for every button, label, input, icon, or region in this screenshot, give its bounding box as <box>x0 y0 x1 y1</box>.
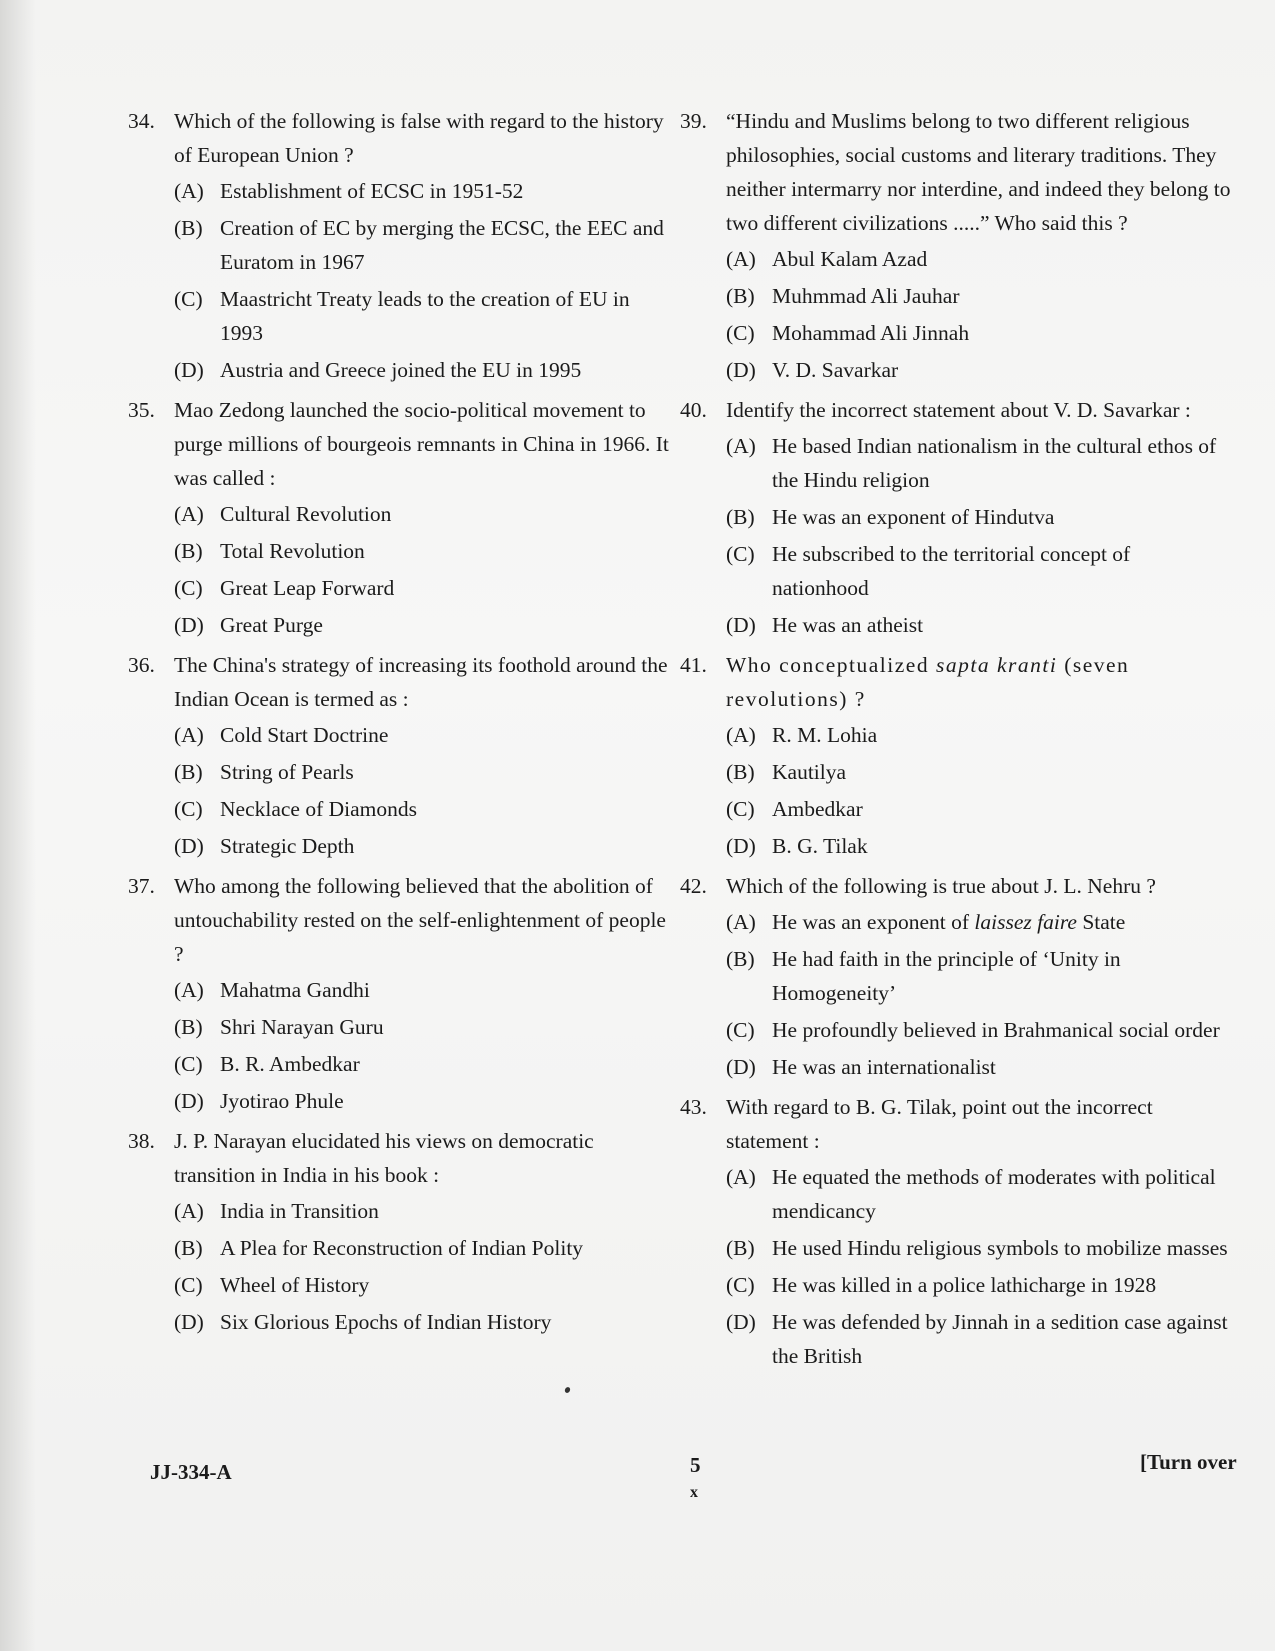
option-text: R. M. Lohia <box>772 723 878 747</box>
question-text-end: (seven revolutions) ? <box>726 653 1130 711</box>
option-label: (B) <box>726 284 755 308</box>
question-text: With regard to B. G. Tilak, point out the incorrect statement : <box>726 1095 1153 1153</box>
option-label: (D) <box>726 613 756 637</box>
option-a <box>174 973 676 1007</box>
option-text: B. G. Tilak <box>772 834 868 858</box>
option-text: He had faith in the principle of ‘Unity in Homogeneity’ <box>772 947 1121 1005</box>
option-label: (D) <box>174 1310 204 1334</box>
question-40 <box>680 393 1232 646</box>
option-text: He was defended by Jinnah in a sedition case against the British <box>772 1310 1228 1368</box>
question-number: 38. <box>128 1129 155 1153</box>
question-37 <box>128 869 676 1122</box>
options-list <box>174 973 676 1118</box>
option-d <box>174 608 676 642</box>
option-text-end: State <box>1076 910 1126 934</box>
question-number: 37. <box>128 874 155 898</box>
option-text: V. D. Savarkar <box>772 358 899 382</box>
question-text <box>726 648 1232 716</box>
question-body <box>726 648 1232 867</box>
option-c <box>174 792 676 826</box>
question-35 <box>128 393 676 646</box>
option-text-start: He was an exponent of <box>772 910 975 934</box>
question-text-italic: sapta kranti <box>935 653 1058 677</box>
question-body <box>174 648 676 867</box>
option-text: A Plea for Reconstruction of Indian Polity <box>220 1236 584 1260</box>
option-label: (C) <box>174 1273 203 1297</box>
option-c <box>174 1047 676 1081</box>
question-number: 34. <box>128 109 155 133</box>
option-a <box>174 718 676 752</box>
option-text: He was an exponent of Hindutva <box>772 505 1055 529</box>
options-list <box>174 1194 676 1339</box>
option-label: (C) <box>726 542 755 566</box>
option-text: India in Transition <box>220 1199 379 1223</box>
option-a <box>726 1160 1232 1228</box>
option-a <box>726 429 1232 497</box>
option-text: He equated the methods of moderates with political mendicancy <box>772 1165 1216 1223</box>
option-label: (A) <box>726 910 756 934</box>
option-label: (A) <box>726 723 756 747</box>
question-39 <box>680 104 1232 391</box>
option-label: (C) <box>726 321 755 345</box>
option-text: Cultural Revolution <box>220 502 392 526</box>
option-label: (D) <box>726 1310 756 1334</box>
option-text: Six Glorious Epochs of Indian History <box>220 1310 552 1334</box>
option-label: (A) <box>174 502 204 526</box>
option-d <box>726 608 1232 642</box>
option-text: Establishment of ECSC in 1951-52 <box>220 179 524 203</box>
option-d <box>726 829 1232 863</box>
option-a <box>174 1194 676 1228</box>
question-text: Who among the following believed that the abolition of untouchability rested on the self-enlightenment of people ? <box>174 874 666 966</box>
page-mark: x <box>690 1484 698 1501</box>
question-text: Identify the incorrect statement about V. D. Savarkar : <box>726 398 1191 422</box>
options-list <box>726 1160 1232 1373</box>
option-text: Total Revolution <box>220 539 365 563</box>
option-label: (C) <box>174 287 203 311</box>
options-list <box>174 497 676 642</box>
page-number: 5 <box>690 1453 701 1477</box>
question-text: Which of the following is false with regard to the history of European Union ? <box>174 109 664 167</box>
option-text: Mahatma Gandhi <box>220 978 370 1002</box>
option-c <box>726 792 1232 826</box>
option-b <box>726 942 1232 1010</box>
question-number: 40. <box>680 398 707 422</box>
question-number: 43. <box>680 1095 707 1119</box>
question-text: Mao Zedong launched the socio-political movement to purge millions of bourgeois remnants in China in 1966. It was called : <box>174 398 669 490</box>
option-c <box>174 1268 676 1302</box>
question-number: 42. <box>680 874 707 898</box>
question-body <box>726 104 1232 391</box>
option-label: (B) <box>174 1236 203 1260</box>
question-text: J. P. Narayan elucidated his views on democratic transition in India in his book : <box>174 1129 594 1187</box>
option-label: (D) <box>174 358 204 382</box>
option-b <box>726 500 1232 534</box>
option-text: Jyotirao Phule <box>220 1089 344 1113</box>
option-text: Necklace of Diamonds <box>220 797 418 821</box>
option-text: Ambedkar <box>772 797 863 821</box>
option-label: (C) <box>174 1052 203 1076</box>
option-label: (C) <box>174 576 203 600</box>
question-body <box>726 1090 1232 1377</box>
question-text-start: Who conceptualized <box>726 653 936 677</box>
option-b <box>726 279 1232 313</box>
options-list <box>726 718 1232 863</box>
option-text: He subscribed to the territorial concept of nationhood <box>772 542 1131 600</box>
question-text: “Hindu and Muslims belong to two different religious philosophies, social customs and literary traditions. They neither intermarry nor interdine, and indeed they belong to two different civilizations .....” Who said this ? <box>726 109 1231 235</box>
question-number: 41. <box>680 653 707 677</box>
question-42 <box>680 869 1232 1088</box>
option-label: (B) <box>174 1015 203 1039</box>
option-d <box>726 1305 1232 1373</box>
option-label: (A) <box>726 247 756 271</box>
options-list <box>726 429 1232 642</box>
option-text: Great Leap Forward <box>220 576 395 600</box>
option-label: (D) <box>726 358 756 382</box>
option-d <box>726 353 1232 387</box>
options-list <box>174 174 676 387</box>
option-label: (A) <box>174 723 204 747</box>
option-d <box>174 353 676 387</box>
ink-dot <box>564 1386 571 1394</box>
question-body <box>726 393 1232 646</box>
option-text: He was an atheist <box>772 613 924 637</box>
question-number: 36. <box>128 653 155 677</box>
option-text: Maastricht Treaty leads to the creation of EU in 1993 <box>220 287 630 345</box>
option-b <box>726 1231 1232 1265</box>
option-label: (A) <box>174 978 204 1002</box>
option-c <box>174 571 676 605</box>
option-text: Kautilya <box>772 760 847 784</box>
option-label: (B) <box>726 505 755 529</box>
option-label: (B) <box>174 760 203 784</box>
option-label: (A) <box>174 1199 204 1223</box>
question-41 <box>680 648 1232 867</box>
option-a <box>174 497 676 531</box>
option-b <box>174 755 676 789</box>
option-b <box>174 1010 676 1044</box>
options-list <box>174 718 676 863</box>
option-text: B. R. Ambedkar <box>220 1052 360 1076</box>
option-label: (B) <box>726 760 755 784</box>
option-label: (A) <box>174 179 204 203</box>
option-b <box>174 534 676 568</box>
option-c <box>726 537 1232 605</box>
option-label: (C) <box>174 797 203 821</box>
option-text: Cold Start Doctrine <box>220 723 389 747</box>
option-label: (D) <box>726 834 756 858</box>
question-body <box>174 1124 676 1343</box>
option-label: (B) <box>726 1236 755 1260</box>
option-c <box>726 1268 1232 1302</box>
question-body <box>174 104 676 391</box>
option-label: (A) <box>726 434 756 458</box>
option-label: (D) <box>174 834 204 858</box>
option-b <box>174 211 676 279</box>
option-text-italic: laissez faire <box>974 910 1077 934</box>
question-body <box>174 869 676 1122</box>
question-38 <box>128 1124 676 1343</box>
option-label: (D) <box>174 1089 204 1113</box>
option-text: Austria and Greece joined the EU in 1995 <box>220 358 582 382</box>
left-column <box>128 104 676 1345</box>
option-text: Muhmmad Ali Jauhar <box>772 284 960 308</box>
option-text: Shri Narayan Guru <box>220 1015 384 1039</box>
option-label: (B) <box>174 539 203 563</box>
option-label: (B) <box>726 947 755 971</box>
question-text: Which of the following is true about J. L. Nehru ? <box>726 874 1156 898</box>
question-number: 35. <box>128 398 155 422</box>
turn-over-label: [Turn over <box>1140 1450 1237 1474</box>
option-d <box>726 1050 1232 1084</box>
options-list <box>726 905 1232 1084</box>
option-c <box>174 282 676 350</box>
question-34 <box>128 104 676 391</box>
option-c <box>726 316 1232 350</box>
option-d <box>174 1084 676 1118</box>
option-text <box>772 905 1232 939</box>
option-d <box>174 829 676 863</box>
question-number: 39. <box>680 109 707 133</box>
option-text: He was killed in a police lathicharge in 1928 <box>772 1273 1157 1297</box>
option-label: (A) <box>726 1165 756 1189</box>
question-36 <box>128 648 676 867</box>
paper-code: JJ-334-A <box>150 1460 232 1484</box>
option-b <box>174 1231 676 1265</box>
option-a <box>726 242 1232 276</box>
options-list <box>726 242 1232 387</box>
option-text: He used Hindu religious symbols to mobilize masses <box>772 1236 1228 1260</box>
option-label: (B) <box>174 216 203 240</box>
option-text: Mohammad Ali Jinnah <box>772 321 970 345</box>
question-43 <box>680 1090 1232 1377</box>
option-text: Strategic Depth <box>220 834 355 858</box>
right-column <box>680 104 1232 1379</box>
option-label: (D) <box>174 613 204 637</box>
option-a <box>174 174 676 208</box>
question-text: The China's strategy of increasing its foothold around the Indian Ocean is termed as : <box>174 653 668 711</box>
option-text: String of Pearls <box>220 760 354 784</box>
option-a <box>726 905 1232 939</box>
option-d <box>174 1305 676 1339</box>
option-label: (C) <box>726 797 755 821</box>
option-label: (D) <box>726 1055 756 1079</box>
option-c <box>726 1013 1232 1047</box>
question-body <box>174 393 676 646</box>
option-label: (C) <box>726 1018 755 1042</box>
option-text: He profoundly believed in Brahmanical social order <box>772 1018 1220 1042</box>
question-body <box>726 869 1232 1088</box>
option-text: Great Purge <box>220 613 323 637</box>
option-a <box>726 718 1232 752</box>
option-text: He based Indian nationalism in the cultural ethos of the Hindu religion <box>772 434 1217 492</box>
option-b <box>726 755 1232 789</box>
option-text: Creation of EC by merging the ECSC, the EEC and Euratom in 1967 <box>220 216 664 274</box>
option-text: Wheel of History <box>220 1273 370 1297</box>
option-label: (C) <box>726 1273 755 1297</box>
option-text: Abul Kalam Azad <box>772 247 928 271</box>
option-text: He was an internationalist <box>772 1055 996 1079</box>
